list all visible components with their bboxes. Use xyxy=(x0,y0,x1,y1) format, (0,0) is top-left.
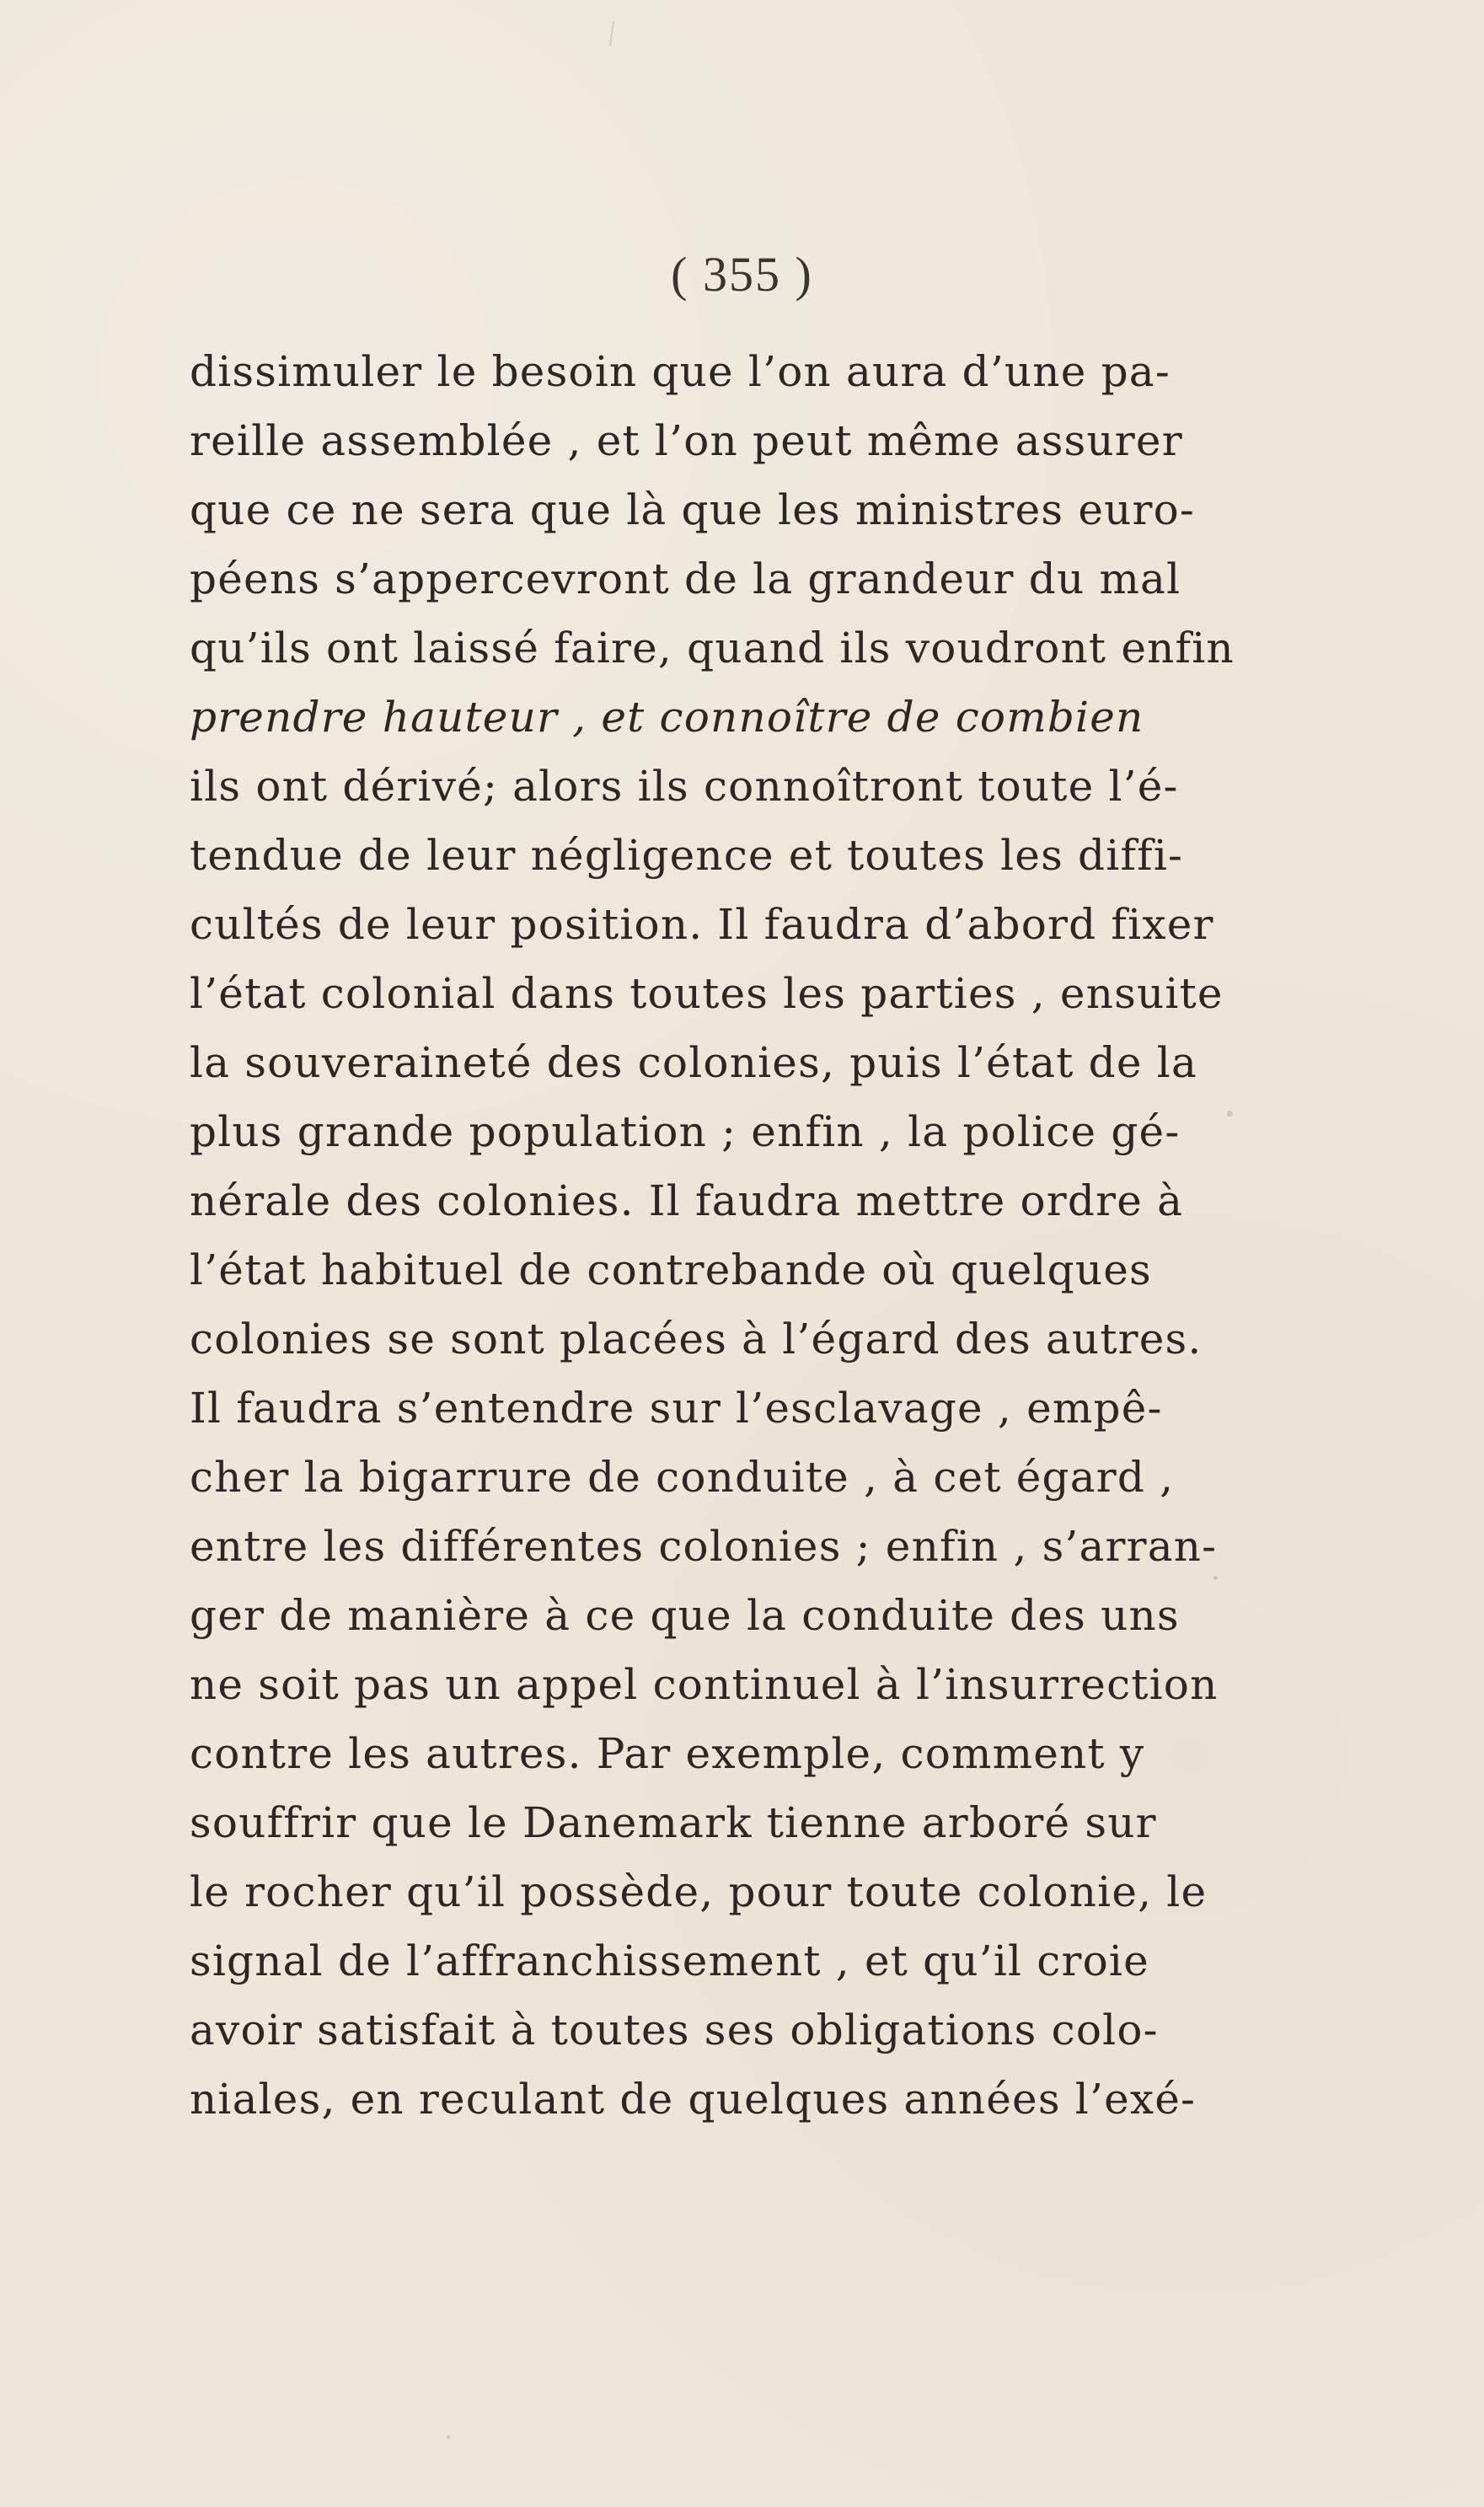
text-line-2: reille assemblée , et l’on peut même assurer xyxy=(190,416,1183,465)
text-line-13: nérale des colonies. Il faudra mettre ordre à xyxy=(190,1176,1184,1225)
text-line-8: tendue de leur négligence et toutes les diffi- xyxy=(190,831,1184,880)
text-line-7: ils ont dérivé; alors ils connoîtront toute l’é- xyxy=(190,762,1179,811)
text-line-6: prendre hauteur , et connoître de combien xyxy=(190,693,1144,742)
text-line-5: qu’ils ont laissé faire, quand ils voudront enfin xyxy=(190,624,1235,672)
text-line-24: signal de l’affranchissement , et qu’il croie xyxy=(190,1936,1149,1985)
text-line-16: Il faudra s’entendre sur l’esclavage , empê- xyxy=(190,1384,1163,1433)
text-line-10: l’état colonial dans toutes les parties , ensuite xyxy=(190,969,1224,1018)
text-line-17: cher la bigarrure de conduite , à cet égard , xyxy=(190,1453,1175,1502)
text-line-11: la souveraineté des colonies, puis l’état de la xyxy=(190,1038,1197,1087)
text-line-12: plus grande population ; enfin , la police gé- xyxy=(190,1107,1181,1156)
text-line-18: entre les différentes colonies ; enfin , s’arran- xyxy=(190,1522,1218,1571)
text-line-9: cultés de leur position. Il faudra d’abord fixer xyxy=(190,900,1214,949)
text-line-25: avoir satisfait à toutes ses obligations colo- xyxy=(190,2006,1159,2054)
paper-speck xyxy=(447,2435,450,2439)
text-line-3: que ce ne sera que là que les ministres euro- xyxy=(190,485,1196,534)
page-number: ( 355 ) xyxy=(671,247,813,302)
paper-speck xyxy=(1213,1576,1218,1580)
text-line-14: l’état habituel de contrebande où quelques xyxy=(190,1245,1152,1294)
text-line-15: colonies se sont placées à l’égard des autres. xyxy=(190,1315,1203,1363)
text-line-23: le rocher qu’il possède, pour toute colonie, le xyxy=(190,1867,1208,1916)
text-line-4: péens s’appercevront de la grandeur du mal xyxy=(190,554,1181,603)
text-line-22: souffrir que le Danemark tienne arboré sur xyxy=(190,1798,1157,1847)
text-line-19: ger de manière à ce que la conduite des uns xyxy=(190,1591,1180,1640)
pencil-mark xyxy=(609,21,614,46)
text-line-21: contre les autres. Par exemple, comment y xyxy=(190,1729,1145,1778)
text-line-26: niales, en reculant de quelques années l’exé- xyxy=(190,2075,1197,2124)
text-line-1: dissimuler le besoin que l’on aura d’une pa- xyxy=(190,347,1171,396)
paper-speck xyxy=(1227,1111,1233,1117)
body-text xyxy=(190,337,1235,2134)
text-line-20: ne soit pas un appel continuel à l’insurrection xyxy=(190,1660,1219,1709)
